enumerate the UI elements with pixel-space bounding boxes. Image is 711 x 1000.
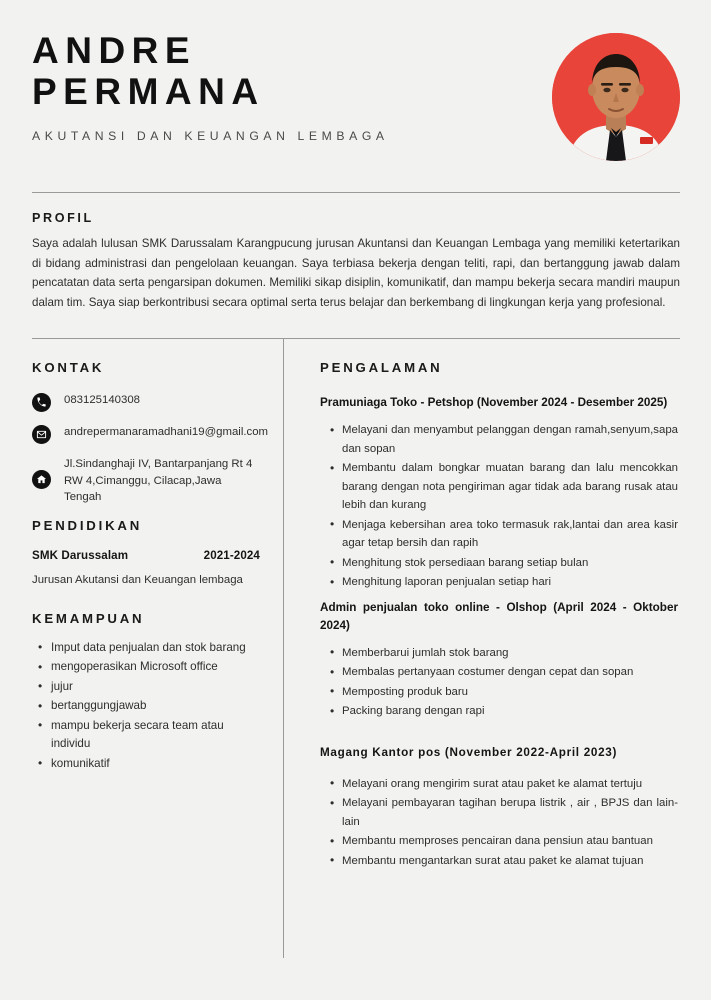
list-item: • Menghitung stok persediaan barang setiap bulan <box>342 554 678 573</box>
education-entry <box>32 549 260 562</box>
profile-heading: PROFIL <box>32 211 94 225</box>
skills-heading: KEMAMPUAN <box>32 610 145 626</box>
header-divider <box>32 192 680 193</box>
name-block <box>32 30 502 143</box>
profile-photo-illustration <box>552 33 680 161</box>
experience-entry-2 <box>320 599 678 721</box>
profile-text: Saya adalah lulusan SMK Darussalam Karangpucung jurusan Akuntansi dan Keuangan Lembaga yang memiliki ketertarikan di bidang administrasi dan pengelolaan keuangan. Saya terbiasa bekerja dengan teliti, rapi, dan bertanggung jawab dalam pencatatan data serta pengarsipan dokumen. Memiliki sikap disiplin, komunikatif, dan mampu bekerja secara mandiri maupun dalam tim. Saya siap berkontribusi secara optimal serta terus belajar dan berkembang di lingkungan kerja yang profesional. <box>32 237 680 309</box>
first-name: ANDRE <box>32 30 197 71</box>
list-item: • mampu bekerja secara team atau individu <box>49 717 260 754</box>
job-title: Pramuniaga Toko - Petshop (November 2024 - Desember 2025) <box>320 396 668 409</box>
contact-item-address <box>32 456 260 506</box>
home-icon <box>32 470 51 489</box>
list-item: • Memberbarui jumlah stok barang <box>342 644 678 663</box>
experience-entry-3 <box>320 744 678 871</box>
email-icon <box>32 425 51 444</box>
list-item: • jujur <box>49 678 260 697</box>
list-item: • Melayani orang mengirim surat atau paket ke alamat tertuju <box>342 775 678 794</box>
list-item: • Membantu mengantarkan surat atau paket ke alamat tujuan <box>342 852 678 871</box>
job-title: Admin penjualan toko online - Olshop (April 2024 - Oktober 2024) <box>320 600 678 632</box>
contact-item-email <box>32 424 269 444</box>
job-duties-list <box>320 644 678 721</box>
list-item: • Memposting produk baru <box>342 683 678 702</box>
list-item: • komunikatif <box>49 755 260 774</box>
contact-address-value: Jl.Sindanghaji IV, Bantarpanjang Rt 4 RW 4,Cimanggu, Cilacap,Jawa Tengah <box>64 458 253 503</box>
list-item: • Melayani pembayaran tagihan berupa listrik , air , BPJS dan lain-lain <box>342 794 678 831</box>
column-divider <box>283 339 284 958</box>
list-item: • Menjaga kebersihan area toko termasuk rak,lantai dan area kasir agar tetap bersih dan rapih <box>342 516 678 553</box>
education-years: 2021-2024 <box>203 548 260 562</box>
list-item: • Menghitung laporan penjualan setiap hari <box>342 573 678 592</box>
contact-phone-value: 083125140308 <box>64 394 141 406</box>
skills-list <box>32 639 260 774</box>
contact-heading: KONTAK <box>32 360 105 375</box>
experience-heading: PENGALAMAN <box>320 360 443 375</box>
experience-entry-1 <box>320 394 678 592</box>
education-major: Jurusan Akutansi dan Keuangan lembaga <box>32 573 243 586</box>
list-item: • Melayani dan menyambut pelanggan dengan ramah,senyum,sapa dan sopan <box>342 421 678 458</box>
left-column <box>32 360 269 774</box>
list-item: • Membalas pertanyaan costumer dengan cepat dan sopan <box>342 663 678 682</box>
list-item: • Membantu memproses pencairan dana pensiun atau bantuan <box>342 832 678 851</box>
list-item: • bertanggungjawab <box>49 697 260 716</box>
education-school: SMK Darussalam <box>32 548 129 562</box>
contact-list <box>32 392 269 506</box>
job-duties-list <box>320 421 678 592</box>
list-item: • Imput data penjualan dan stok barang <box>49 639 260 658</box>
profile-divider <box>32 338 680 339</box>
contact-item-phone <box>32 392 260 412</box>
professional-subtitle: AKUTANSI DAN KEUANGAN LEMBAGA <box>32 129 389 143</box>
contact-email-value: andrepermanaramadhani19@gmail.com <box>64 426 269 438</box>
job-title: Magang Kantor pos (November 2022-April 2023) <box>320 745 618 759</box>
resume-header <box>32 30 680 182</box>
profile-section <box>32 211 680 312</box>
job-duties-list <box>320 775 678 871</box>
right-column <box>320 360 678 871</box>
list-item: • mengoperasikan Microsoft office <box>49 658 260 677</box>
education-heading: PENDIDIKAN <box>32 517 143 533</box>
last-name: PERMANA <box>32 71 265 112</box>
phone-icon <box>32 393 51 412</box>
list-item: • Membantu dalam bongkar muatan barang dan lalu mencokkan barang dengan nota pengiriman agar tidak ada barang rusak atau lebih dan kurang <box>342 459 678 515</box>
list-item: • Packing barang dengan rapi <box>342 702 678 721</box>
avatar <box>552 33 680 161</box>
